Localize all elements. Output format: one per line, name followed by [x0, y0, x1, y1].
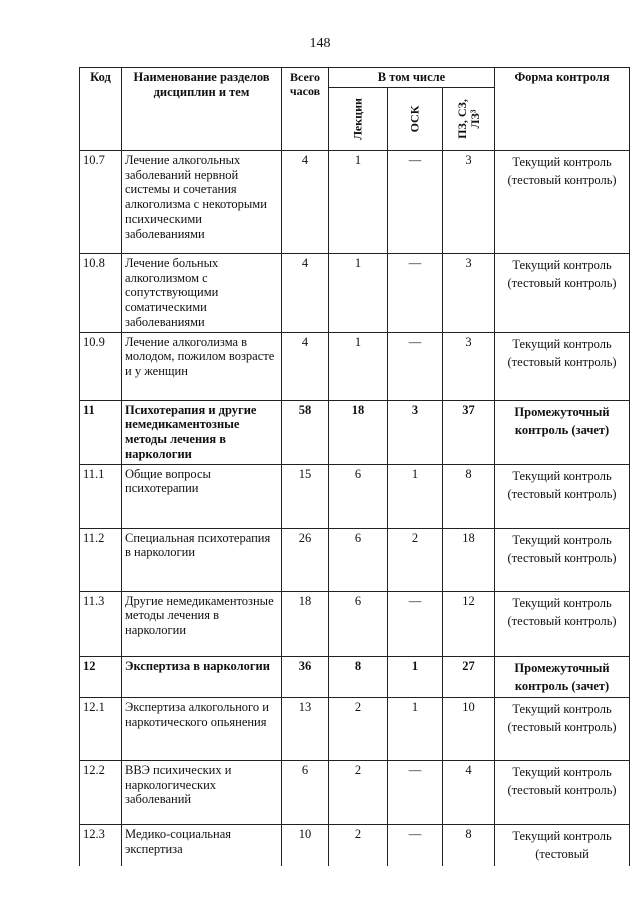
- row-code: 12.2: [80, 760, 122, 824]
- row-osk: —: [388, 591, 443, 656]
- header-code: Код: [80, 68, 122, 151]
- row-code: 11.1: [80, 464, 122, 528]
- page-number: 148: [309, 36, 331, 51]
- row-osk: —: [388, 253, 443, 332]
- row-name: Экспертиза в наркологии: [122, 656, 282, 697]
- row-total: 36: [282, 656, 329, 697]
- header-including: В том числе: [329, 68, 495, 88]
- header-name: Наименование разделов дисциплин и тем: [122, 68, 282, 151]
- row-lectures: 6: [329, 464, 388, 528]
- row-total: 18: [282, 591, 329, 656]
- row-name: Лечение больных алкоголизмом с сопутствующими соматическими заболеваниями: [122, 253, 282, 332]
- row-control: Текущий контроль (тестовый контроль): [495, 332, 630, 400]
- table-row: [80, 253, 630, 332]
- row-lectures: 18: [329, 400, 388, 464]
- header-control: Форма контроля: [495, 68, 630, 151]
- row-osk: 2: [388, 528, 443, 591]
- row-pz: 12: [443, 591, 495, 656]
- row-pz: 27: [443, 656, 495, 697]
- row-osk: 1: [388, 697, 443, 760]
- table-row: [80, 400, 630, 464]
- row-osk: —: [388, 760, 443, 824]
- row-pz: 3: [443, 150, 495, 253]
- row-pz: 8: [443, 824, 495, 866]
- row-lectures: 2: [329, 824, 388, 866]
- row-osk: —: [388, 332, 443, 400]
- row-name: Экспертиза алкогольного и наркотического опьянения: [122, 697, 282, 760]
- row-code: 10.7: [80, 150, 122, 253]
- table-row: [80, 464, 630, 528]
- row-name: Психотерапия и другие немедикаментозные методы лечения в наркологии: [122, 400, 282, 464]
- table-row: [80, 824, 630, 866]
- row-total: 4: [282, 253, 329, 332]
- row-lectures: 8: [329, 656, 388, 697]
- row-osk: 1: [388, 464, 443, 528]
- row-control: Промежуточный контроль (зачет): [495, 656, 630, 697]
- row-total: 6: [282, 760, 329, 824]
- row-control: Текущий контроль (тестовый контроль): [495, 760, 630, 824]
- header-osk: ОСК: [407, 105, 422, 133]
- row-total: 15: [282, 464, 329, 528]
- row-code: 12: [80, 656, 122, 697]
- row-total: 4: [282, 332, 329, 400]
- row-code: 10.8: [80, 253, 122, 332]
- row-lectures: 1: [329, 150, 388, 253]
- row-lectures: 2: [329, 760, 388, 824]
- row-code: 11: [80, 400, 122, 464]
- row-pz: 10: [443, 697, 495, 760]
- row-lectures: 6: [329, 528, 388, 591]
- header-lectures-cell: [329, 87, 388, 150]
- row-control: Промежуточный контроль (зачет): [495, 400, 630, 464]
- table-row: [80, 760, 630, 824]
- row-name: Лечение алкогольных заболеваний нервной системы и сочетания алкоголизма с некоторыми психическими заболеваниями: [122, 150, 282, 253]
- row-control: Текущий контроль (тестовый контроль): [495, 150, 630, 253]
- row-control: Текущий контроль (тестовый контроль): [495, 591, 630, 656]
- row-control: Текущий контроль (тестовый контроль): [495, 697, 630, 760]
- table-row: [80, 528, 630, 591]
- table-row: [80, 656, 630, 697]
- row-osk: —: [388, 150, 443, 253]
- row-name: Другие немедикаментозные методы лечения в наркологии: [122, 591, 282, 656]
- table-row: [80, 150, 630, 253]
- header-pz-line2: ЛЗ³: [467, 109, 482, 129]
- row-code: 12.3: [80, 824, 122, 866]
- row-name: Лечение алкоголизма в молодом, пожилом возрасте и у женщин: [122, 332, 282, 400]
- row-name: ВВЭ психических и наркологических заболеваний: [122, 760, 282, 824]
- row-lectures: 1: [329, 332, 388, 400]
- table-row: [80, 591, 630, 656]
- row-name: Медико-социальная экспертиза: [122, 824, 282, 866]
- row-code: 12.1: [80, 697, 122, 760]
- row-code: 10.9: [80, 332, 122, 400]
- row-control: Текущий контроль (тестовый контроль): [495, 253, 630, 332]
- row-lectures: 1: [329, 253, 388, 332]
- header-pz: [455, 99, 481, 139]
- curriculum-table: [79, 67, 630, 866]
- row-pz: 3: [443, 253, 495, 332]
- row-code: 11.3: [80, 591, 122, 656]
- table-row: [80, 697, 630, 760]
- row-pz: 37: [443, 400, 495, 464]
- row-pz: 4: [443, 760, 495, 824]
- header-lectures: Лекции: [350, 97, 365, 140]
- row-pz: 8: [443, 464, 495, 528]
- row-pz: 3: [443, 332, 495, 400]
- header-pz-cell: [443, 87, 495, 150]
- row-total: 13: [282, 697, 329, 760]
- row-name: Общие вопросы психотерапии: [122, 464, 282, 528]
- header-osk-cell: [388, 87, 443, 150]
- row-osk: 1: [388, 656, 443, 697]
- row-control: Текущий контроль (тестовый контроль): [495, 528, 630, 591]
- row-total: 4: [282, 150, 329, 253]
- header-pz-line1: ПЗ, СЗ,: [454, 98, 469, 139]
- row-total: 10: [282, 824, 329, 866]
- row-osk: 3: [388, 400, 443, 464]
- row-total: 26: [282, 528, 329, 591]
- row-lectures: 2: [329, 697, 388, 760]
- row-name: Специальная психотерапия в наркологии: [122, 528, 282, 591]
- row-total: 58: [282, 400, 329, 464]
- row-control: Текущий контроль (тестовый: [495, 824, 630, 866]
- row-code: 11.2: [80, 528, 122, 591]
- row-lectures: 6: [329, 591, 388, 656]
- row-osk: —: [388, 824, 443, 866]
- header-total: Всего часов: [282, 68, 329, 151]
- row-pz: 18: [443, 528, 495, 591]
- row-control: Текущий контроль (тестовый контроль): [495, 464, 630, 528]
- table-row: [80, 332, 630, 400]
